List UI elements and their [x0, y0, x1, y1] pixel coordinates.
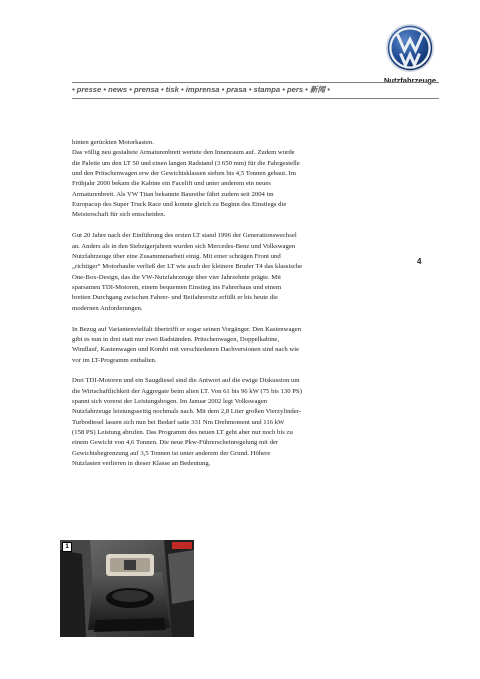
- brand-block: [381, 23, 439, 85]
- paragraph: [72, 376, 378, 469]
- text-line: die Palette um den LT 50 und einen langen Radstand (3 650 mm) für die Fahrgestelle: [72, 159, 300, 167]
- press-languages-bar: • presse • news • prensa • tisk • imprensa • prasa • stampa • pers • 新闻 •: [72, 82, 439, 99]
- text-line: sparsamen TDI-Motoren, einem bequemen Einstieg ins Fahrerhaus und einem: [72, 283, 282, 291]
- text-line: und den Pritschenwagen erw der Gewichtsklassen sieben bis 4,5 Tonnen gebaut. Im: [72, 170, 296, 178]
- text-line: modernen Anforderungen.: [72, 304, 143, 312]
- text-line: „richtiger“ Motorhaube verließ der LT wie auch der kleinere Bruder T4 das klassische: [72, 263, 303, 271]
- interior-photo: [60, 540, 194, 637]
- text-line: Windlauf, Kastenwagen und Kombi mit verschiedenen Dachversionen sind nach wie: [72, 346, 300, 354]
- text-line: Armaturenbrett. Als VW Titan bekannte Baureihe fährt zudem seit 2004 im: [72, 190, 274, 198]
- page-number: 4: [417, 257, 422, 266]
- text-line: hinten gerückten Motorkasten.: [72, 139, 154, 146]
- text-line: Drei TDI-Motoren und ein Saugdiesel sind die Antwort auf die ewige Diskussion um: [72, 377, 300, 385]
- text-line: In Bezug auf Variantenvielfalt übertrifft er sogar seinen Vorgänger. Den Kastenwagen: [72, 325, 302, 333]
- figure-number-badge: 1: [62, 542, 72, 552]
- text-line: Nutzlasten verlieren in dieser Klasse an Bedeutung.: [72, 460, 211, 468]
- photo-illustration: [60, 540, 194, 637]
- text-line: Meisterschaft für sich entscheiden.: [72, 211, 166, 219]
- text-line: Turbodiesel lassen sich nun bei Bedarf satte 331 Nm Drehmoment und 116 kW: [72, 418, 285, 426]
- vw-logo-icon: [385, 23, 435, 73]
- text-line: Nutzfahrzeuge leistungsseitig nochmals nach. Mit dem 2,8 Liter großen Vierzylinder-: [72, 408, 302, 416]
- text-line: vor im LT-Programm enthalten.: [72, 356, 157, 364]
- text-line: Frühjahr 2000 bekam die Kabine ein Facelift und unter anderem ein neues: [72, 180, 271, 188]
- text-line: Gewichtsbegrenzung auf 3,5 Tonnen ist unter anderem der Grund. Höhere: [72, 449, 271, 457]
- article-body: [72, 138, 378, 480]
- text-line: spannt sich vorerst der Leistungsbogen. Im Januar 2002 legt Volkswagen: [72, 398, 268, 406]
- text-line: breiten Durchgang zwischen Fahrer- und Beifahrersitz erfüllt er bis heute die: [72, 294, 278, 302]
- text-line: einem Gewicht von 4,6 Tonnen. Die neue Pkw-Führerscheinregelung mit der: [72, 439, 279, 447]
- text-line: Gut 20 Jahre nach der Einführung des ersten LT stand 1996 der Generationswechsel: [72, 232, 297, 240]
- text-line: Das völlig neu gestaltete Armaturenbrett wertete den Innenraum auf. Zudem wurde: [72, 149, 295, 157]
- paragraph: [72, 325, 378, 366]
- paragraph: [72, 138, 378, 221]
- text-line: gibt es nun in drei statt nur zwei Radständen. Pritschenwagen, Doppelkabine,: [72, 335, 280, 343]
- paragraph: [72, 231, 378, 314]
- brand-name: Nutzfahrzeuge: [383, 76, 437, 85]
- text-line: an. Anders als in den Siebzigerjahren wurden sich Mercedes-Benz und Volkswagen: [72, 242, 296, 250]
- text-line: (158 PS) Leistung abrufen. Das Programm des neuen LT geht aber nur noch bis zu: [72, 429, 293, 437]
- text-line: Europacup des Super Truck Race und konnte gleich zu Beginn des Einstiegs die: [72, 201, 287, 209]
- text-line: die Wirtschaftlichkeit der Aggregate beim alten LT. Von 61 bis 96 kW (75 bis 130 PS): [72, 387, 302, 395]
- text-line: Nutzfahrzeuge über eine Zusammenarbeit einig. Mit einer schrägen Front und: [72, 252, 281, 260]
- text-line: One-Box-Design, das die VW-Nutzfahrzeuge über vier Jahrzehnte prägte. Mit: [72, 273, 281, 281]
